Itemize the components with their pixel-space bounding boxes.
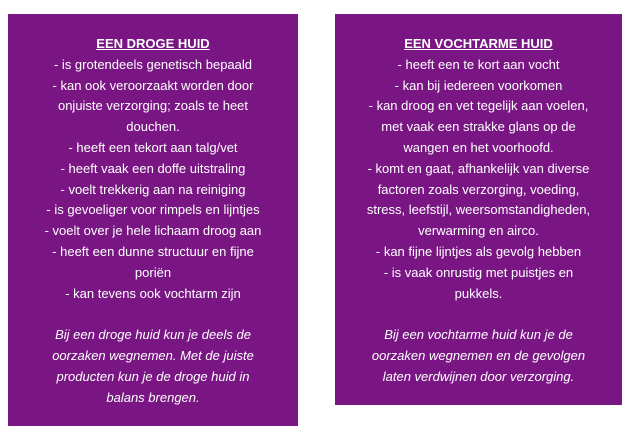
- card-line: poriën: [134, 264, 172, 280]
- card-note-line: balans brengen.: [106, 389, 200, 405]
- card-line: - heeft een dunne structuur en fijne: [52, 243, 254, 259]
- card-note-line: producten kun je de droge huid in: [56, 368, 250, 384]
- card-line: - voelt trekkerig aan na reiniging: [60, 181, 246, 197]
- card-line: - komt en gaat, afhankelijk van diverse: [367, 160, 590, 176]
- card-line: verwarming en airco.: [418, 223, 539, 239]
- card-line: stress, leefstijl, weersomstandigheden,: [366, 202, 591, 218]
- dehydrated-skin-card: [335, 14, 622, 405]
- dry-skin-card: [8, 14, 298, 426]
- card-line: met vaak een strakke glans op de: [381, 119, 576, 135]
- card-note-line: Bij een vochtarme huid kun je de: [384, 327, 573, 343]
- card-line: - kan fijne lijntjes als gevolg hebben: [375, 243, 582, 259]
- card-line: factoren zoals verzorging, voeding,: [377, 181, 580, 197]
- card-title: EEN VOCHTARME HUID: [404, 36, 553, 51]
- card-line: - kan droog en vet tegelijk aan voelen,: [368, 98, 589, 114]
- card-line: - heeft een te kort aan vocht: [397, 56, 560, 72]
- card-title: EEN DROGE HUID: [96, 36, 210, 51]
- card-line: - kan bij iedereen voorkomen: [394, 77, 563, 93]
- card-line: pukkels.: [454, 285, 503, 301]
- card-line: - heeft een tekort aan talg/vet: [68, 139, 238, 155]
- card-note-line: oorzaken wegnemen. Met de juiste: [52, 347, 254, 363]
- card-line: - is gevoeliger voor rimpels en lijntjes: [46, 202, 260, 218]
- card-line: onjuiste verzorging; zoals te heet: [57, 98, 249, 114]
- card-note-line: laten verdwijnen door verzorging.: [382, 368, 575, 384]
- card-note-line: Bij een droge huid kun je deels de: [55, 327, 251, 343]
- card-line: wangen en het voorhoofd.: [403, 139, 554, 155]
- card-line: - heeft vaak een doffe uitstraling: [60, 160, 246, 176]
- card-line: - kan ook veroorzaakt worden door: [52, 77, 254, 93]
- paragraph-spacer: [12, 304, 294, 325]
- card-line: - is vaak onrustig met puistjes en: [383, 264, 574, 280]
- card-line: - is grotendeels genetisch bepaald: [53, 56, 253, 72]
- paragraph-spacer: [339, 304, 618, 325]
- card-line: - voelt over je hele lichaam droog aan: [44, 223, 262, 239]
- card-line: - kan tevens ook vochtarm zijn: [65, 285, 241, 301]
- card-note-line: oorzaken wegnemen en de gevolgen: [371, 347, 586, 363]
- card-line: douchen.: [126, 119, 180, 135]
